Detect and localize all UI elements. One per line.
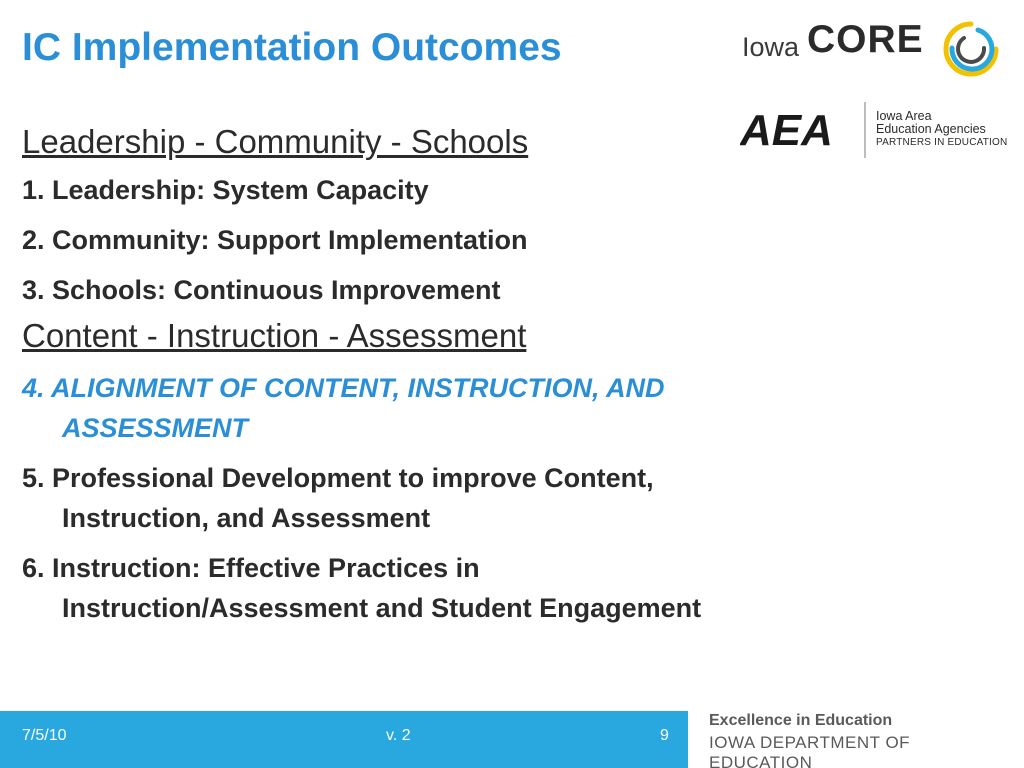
department-branding bbox=[709, 712, 1009, 768]
footer-version: v. 2 bbox=[386, 727, 411, 744]
footer-date: 7/5/10 bbox=[22, 727, 67, 744]
iowa-core-logo-iowa-text: Iowa bbox=[742, 32, 800, 62]
outcome-item-4: 4. ALIGNMENT OF CONTENT, INSTRUCTION, AND ASSESSMENT bbox=[22, 373, 665, 443]
iowa-core-logo-core-text: CORE bbox=[807, 18, 924, 61]
aea-mark-text: AEA bbox=[740, 108, 833, 152]
footer-bar bbox=[0, 711, 688, 768]
aea-divider bbox=[864, 102, 866, 158]
aea-line-3: PARTNERS IN EDUCATION bbox=[876, 137, 1008, 148]
aea-mark-icon bbox=[740, 108, 862, 152]
aea-logo-text bbox=[876, 110, 1007, 149]
slide-content bbox=[22, 120, 702, 628]
section-heading-content: Content - Instruction - Assessment bbox=[22, 317, 527, 354]
slide-title: IC Implementation Outcomes bbox=[22, 26, 562, 69]
footer-page-number: 9 bbox=[660, 727, 669, 744]
iowa-core-logo bbox=[740, 18, 1010, 80]
section-heading-leadership: Leadership - Community - Schools bbox=[22, 123, 529, 160]
aea-line-2: Education Agencies bbox=[876, 122, 986, 136]
department-name: IOWA DEPARTMENT OF EDUCATION bbox=[709, 733, 911, 768]
outcome-item-1: 1. Leadership: System Capacity bbox=[22, 175, 429, 205]
department-tagline: Excellence in Education bbox=[709, 712, 893, 729]
aea-line-1: Iowa Area bbox=[876, 109, 932, 123]
outcome-item-3: 3. Schools: Continuous Improvement bbox=[22, 275, 501, 305]
aea-logo bbox=[740, 100, 1015, 160]
outcome-item-2: 2. Community: Support Implementation bbox=[22, 225, 528, 255]
outcome-item-5: 5. Professional Development to improve Content, Instruction, and Assessment bbox=[22, 463, 654, 533]
core-rings-icon bbox=[938, 18, 1004, 80]
outcome-item-6: 6. Instruction: Effective Practices in Instruction/Assessment and Student Engagement bbox=[22, 553, 702, 623]
